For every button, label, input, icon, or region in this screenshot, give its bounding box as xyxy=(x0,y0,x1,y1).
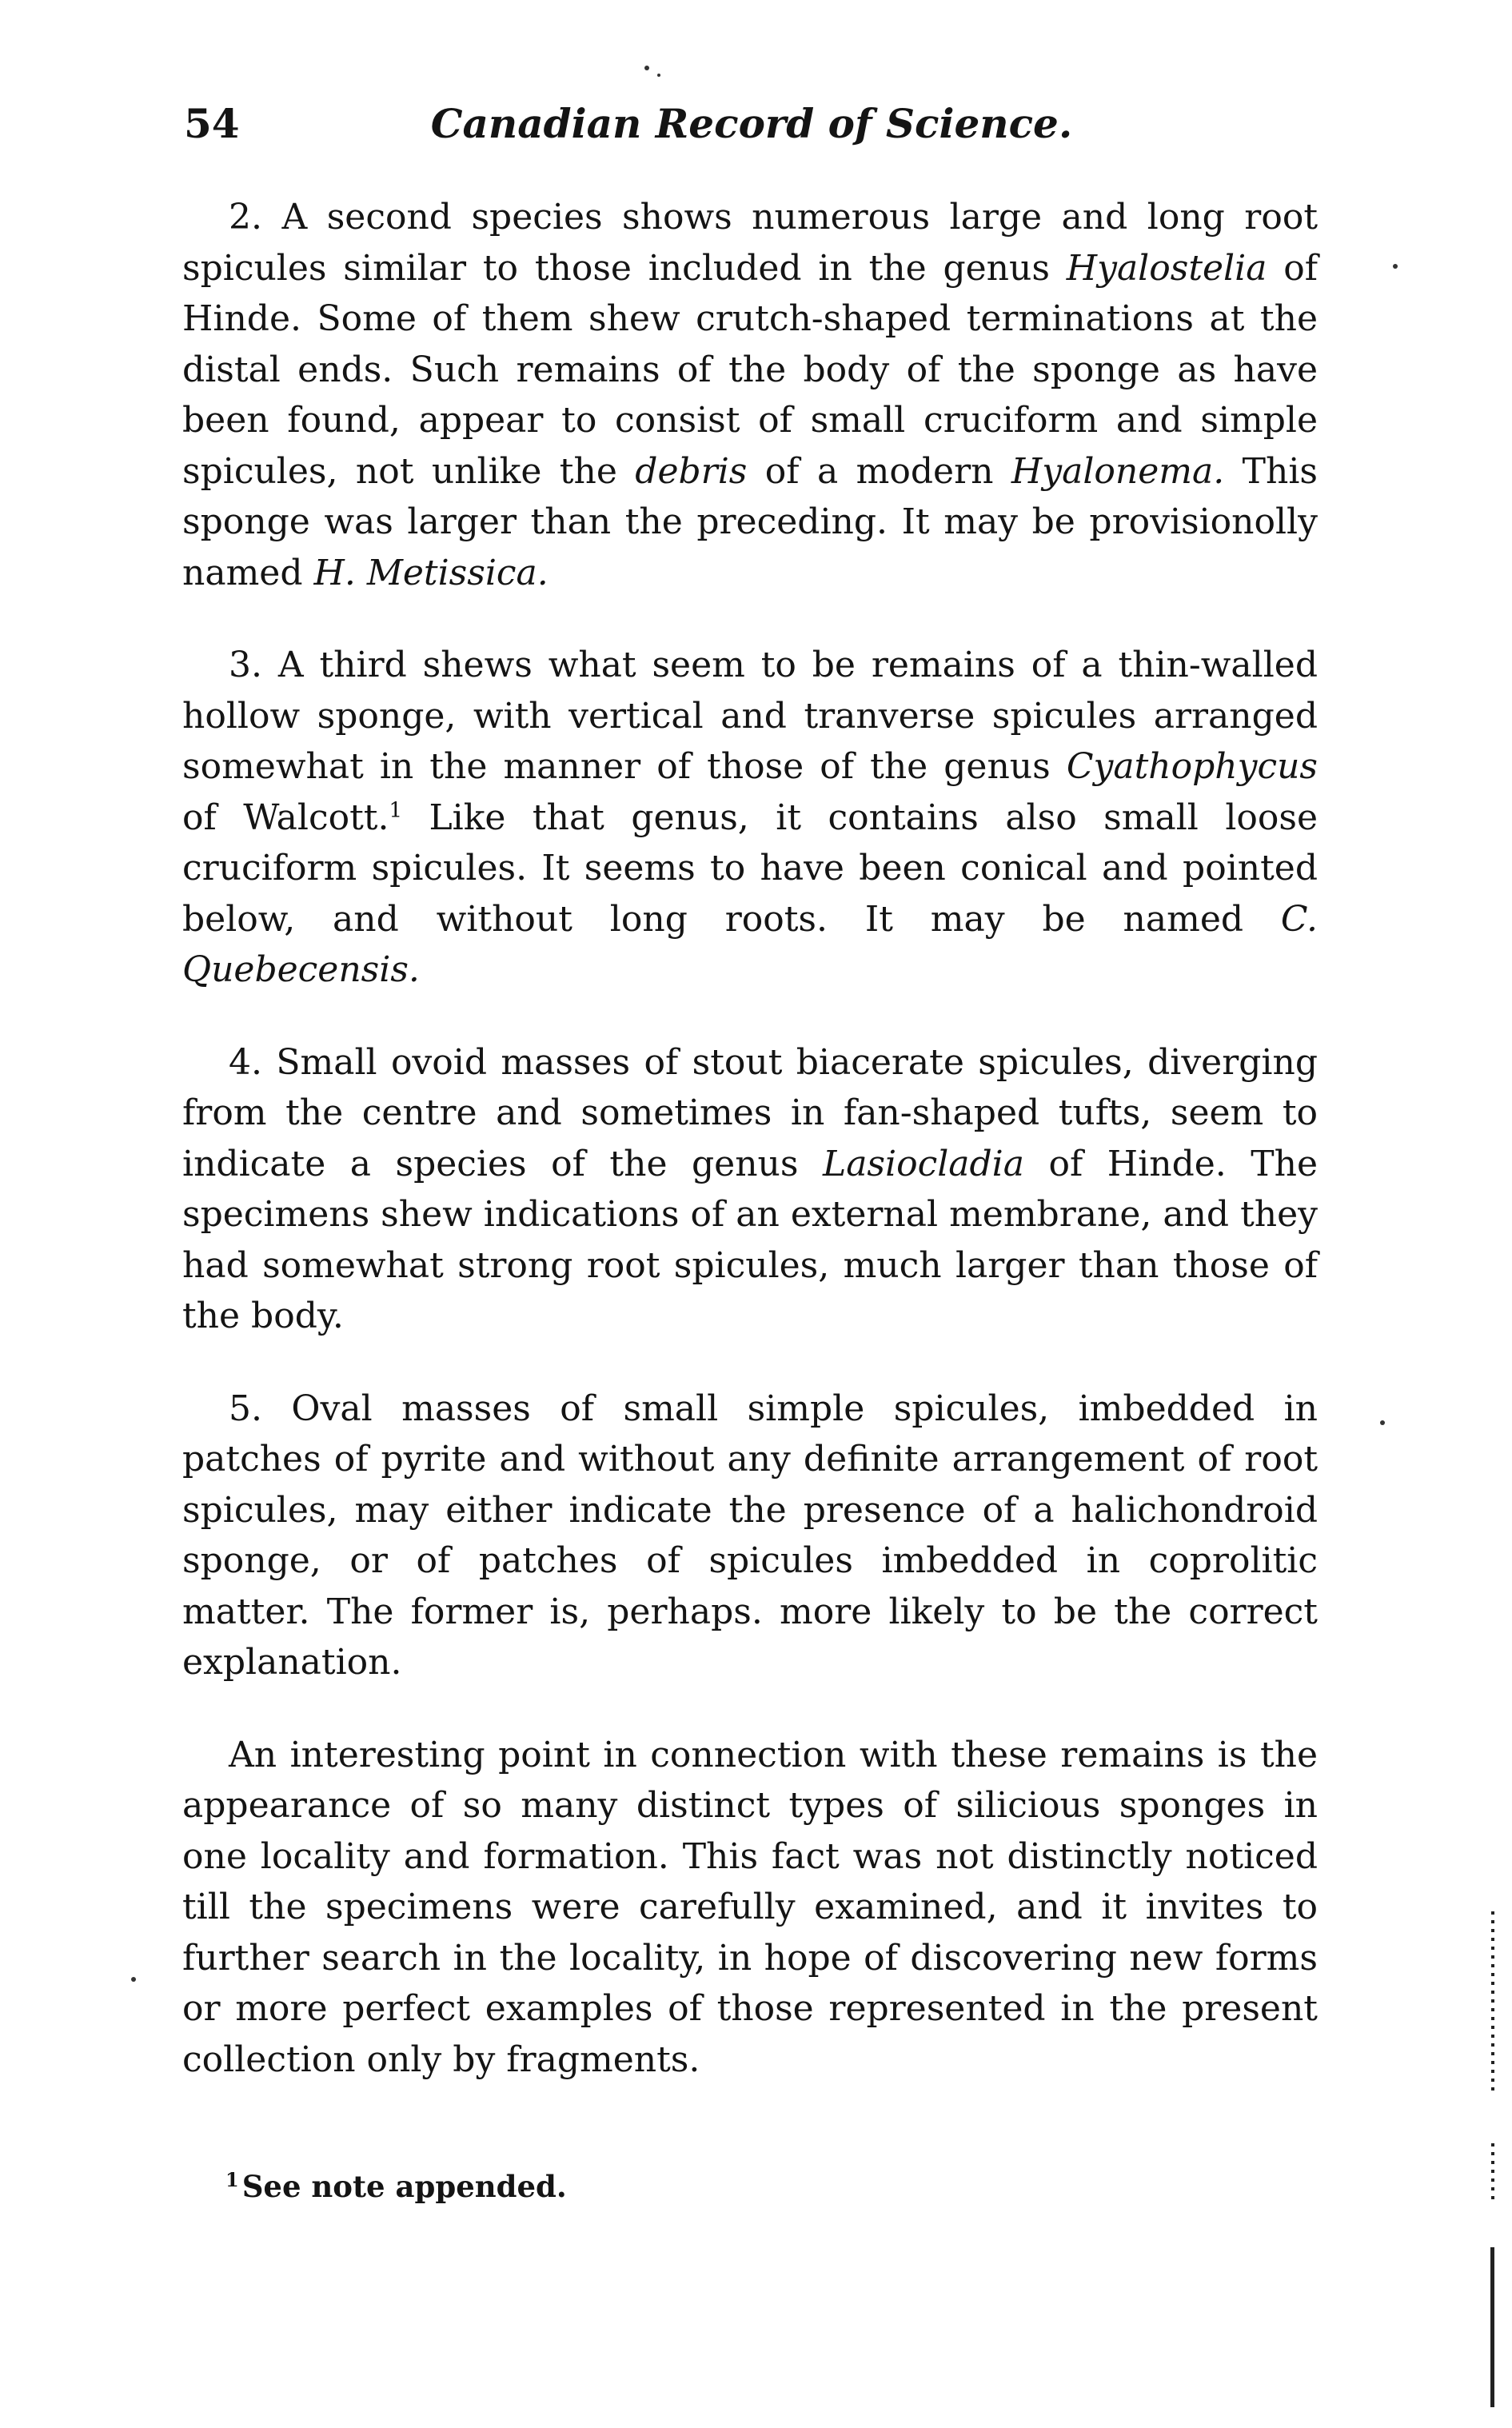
genus-name: Cyathophycus xyxy=(1066,746,1318,787)
paragraph-species-5: 5. Oval masses of small simple spicules, imbedded in patches of pyrite and without any definite arrangement of root spicules, may either indicate the presence of a halichondroid sponge, or of patches of spicules imbedded in coprolitic matter. The former is, perhaps. more likely to be the correct explanation. xyxy=(182,1388,1318,1683)
scan-speck xyxy=(657,74,660,77)
scan-edge-marks xyxy=(1491,2143,1494,2199)
paragraph-conclusion: An interesting point in connection with these remains is the appearance of so many distinct types of silicious sponges in one locality and formation. This fact was not distinctly noticed till the specimens were carefully examined, and it invites to further search in the locality, in hope of discovering new forms or more perfect examples of those represented in the present collection only by fragments. xyxy=(182,1734,1318,2080)
text-span: of a modern xyxy=(747,450,1011,492)
paragraph-species-2 xyxy=(182,192,1318,598)
genus-name: Lasiocladia xyxy=(822,1143,1024,1184)
genus-name: Hyalonema. xyxy=(1011,450,1225,492)
paragraph-species-3 xyxy=(182,640,1318,996)
page-number: 54 xyxy=(184,100,240,147)
text-span: 2. A second species shows numerous large and long root spicules similar to those included in the genus xyxy=(182,197,1318,289)
text-span: Like that genus, it contains also small loose cruciform spicules. It seems to have been conical and pointed below, and without long roots. It may be named xyxy=(182,797,1318,940)
paragraph-species-4 xyxy=(182,1037,1318,1342)
text-span: of Walcott. xyxy=(182,797,389,838)
scan-speck xyxy=(1393,264,1398,269)
genus-name: Hyalostelia xyxy=(1066,247,1267,289)
page-header xyxy=(184,100,1319,156)
scan-speck xyxy=(1380,1420,1385,1425)
scan-edge-bar xyxy=(1490,2247,1494,2407)
text-span: of Hinde. Some of them shew crutch-shaped terminations at the distal ends. Such remains of the body of the sponge as have been found, appear to consist of small cruciform and simple spicules, not unlike the xyxy=(182,247,1318,492)
scan-edge-marks xyxy=(1491,1911,1494,2095)
scan-speck xyxy=(644,66,649,70)
text-span: This sponge was larger than the preceding. It may be provisionolly named xyxy=(182,450,1319,593)
italic-term: debris xyxy=(635,450,748,492)
text-span: 4. Small ovoid masses of stout biacerate spicules, diverging from the centre and sometimes in fan-shaped tufts, seem to indicate a species of the genus xyxy=(182,1041,1318,1184)
text-span: of Hinde. The specimens shew indications of an external membrane, and they had somewhat strong root spicules, much larger than those of the body. xyxy=(182,1143,1318,1336)
text-span: 3. A third shews what seem to be remains of a thin-walled hollow sponge, with vertical and tranverse spicules arranged somewhat in the manner of those of the genus xyxy=(182,645,1318,787)
species-name: H. Metissica. xyxy=(313,552,549,593)
species-name: C. Quebecensis. xyxy=(182,898,1318,990)
footnote-reference[interactable]: 1 xyxy=(389,797,402,822)
footnote xyxy=(225,2169,567,2204)
running-title: Canadian Record of Science. xyxy=(430,100,1073,147)
footnote-text: See note appended. xyxy=(241,2169,567,2204)
body-text xyxy=(182,192,1318,2126)
scan-speck xyxy=(131,1977,136,1982)
footnote-mark: 1 xyxy=(225,2167,239,2191)
